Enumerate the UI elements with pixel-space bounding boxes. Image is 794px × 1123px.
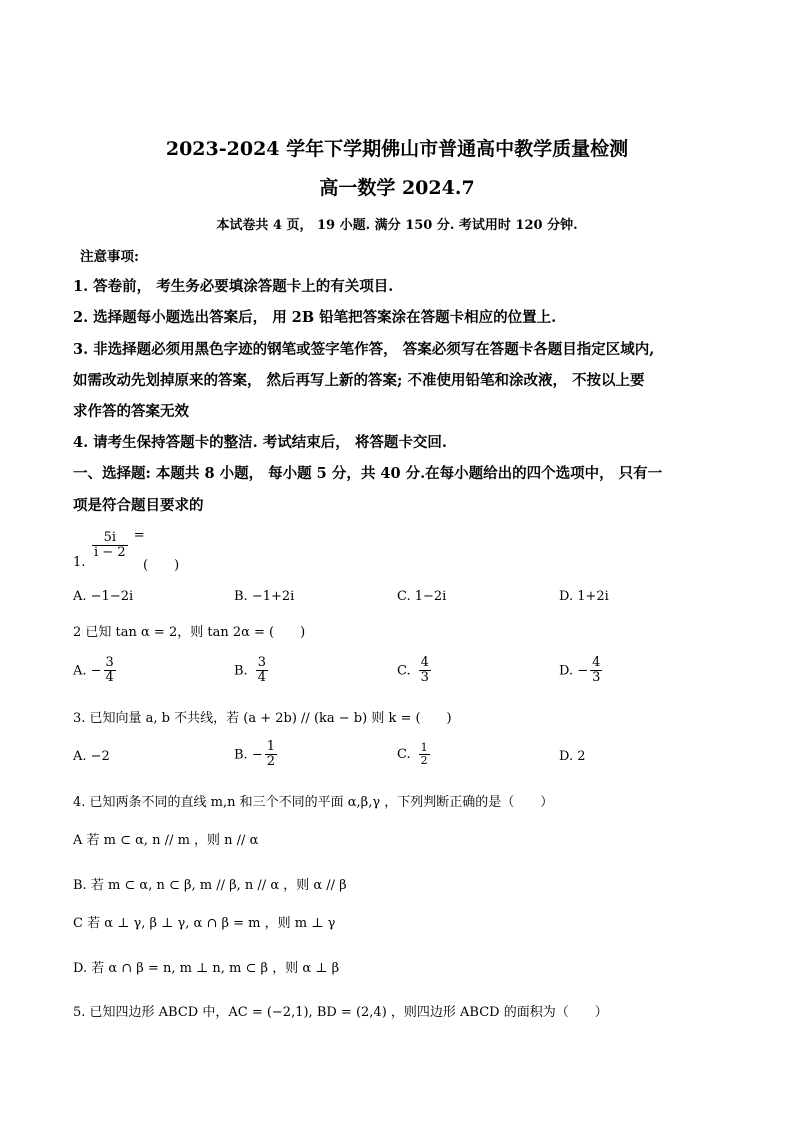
- note-4: 4. 请考生保持答题卡的整洁. 考试结束后， 将答题卡交回.: [73, 434, 447, 451]
- section-1-heading-line2: 项是符合题目要求的: [73, 497, 204, 514]
- q3-stem: 3. 已知向量 a, b 不共线，若 (a + 2b) // (ka − b) 则 k = ( ): [73, 711, 452, 726]
- q3-option-c: C. $\frac{1}{2}$: [397, 741, 428, 768]
- q1-option-b: B. −1+2i: [234, 589, 295, 604]
- q1-option-c: C. 1−2i: [397, 589, 447, 604]
- note-3-line3: 求作答的答案无效: [73, 403, 189, 420]
- q4-option-c: C 若 α ⊥ γ, β ⊥ γ, α ∩ β = m ，则 m ⊥ γ: [73, 916, 336, 931]
- exam-subtitle: 高一数学 2024.7: [319, 177, 475, 199]
- q1-option-a: A. −1−2i: [73, 589, 134, 604]
- q2-option-b: B. $\frac{3}{4}$: [234, 655, 266, 686]
- q2-stem: 2 已知 tan α = 2，则 tan 2α = ( ): [73, 625, 306, 640]
- q3-option-a: A. −2: [73, 749, 110, 764]
- note-1: 1. 答卷前， 考生务必要填涂答题卡上的有关项目.: [73, 278, 394, 295]
- q1-expression: $\frac{5i}{i - 2}$ =: [94, 528, 145, 560]
- note-2: 2. 选择题每小题选出答案后， 用 2B 铅笔把答案涂在答题卡相应的位置上.: [73, 309, 557, 326]
- note-3-line1: 3. 非选择题必须用黑色字迹的钢笔或签字笔作答， 答案必须写在答题卡各题目指定区域内,: [73, 341, 655, 358]
- q4-option-b: B. 若 m ⊂ α, n ⊂ β, m // β, n // α ，则 α // β: [73, 878, 347, 893]
- q3-option-b: B. − $\frac{1}{2}$: [234, 739, 275, 770]
- q1-number: 1.: [73, 555, 86, 570]
- exam-info: 本试卷共 4 页， 19 小题. 满分 150 分. 考试用时 120 分钟.: [216, 218, 578, 233]
- q1-option-d: D. 1+2i: [559, 589, 609, 604]
- q5-stem: 5. 已知四边形 ABCD 中，AC = (−2,1), BD = (2,4) ，则四边形 ABCD 的面积为（ ）: [73, 1005, 608, 1020]
- q2-option-a: A. − $\frac{3}{4}$: [73, 655, 114, 686]
- section-1-heading-line1: 一、选择题: 本题共 8 小题， 每小题 5 分，共 40 分.在每小题给出的四个选项中， 只有一: [73, 465, 663, 482]
- q2-option-d: D. − $\frac{4}{3}$: [559, 655, 601, 686]
- q2-option-c: C. $\frac{4}{3}$: [397, 655, 429, 686]
- exam-title: 2023-2024 学年下学期佛山市普通高中教学质量检测: [165, 138, 629, 160]
- q4-stem: 4. 已知两条不同的直线 m,n 和三个不同的平面 α,β,γ ，下列判断正确的是（ ）: [73, 795, 554, 810]
- q4-option-d: D. 若 α ∩ β = n, m ⊥ n, m ⊂ β ，则 α ⊥ β: [73, 961, 340, 976]
- notes-heading: 注意事项:: [80, 249, 139, 265]
- note-3-line2: 如需改动先划掉原来的答案， 然后再写上新的答案; 不准使用铅笔和涂改液， 不按以上要: [73, 372, 645, 389]
- q1-fraction: $\frac{5i}{i - 2}$: [94, 529, 126, 560]
- q1-answer-paren: ( ): [143, 558, 180, 573]
- q3-option-d: D. 2: [559, 749, 586, 764]
- q4-option-a: A 若 m ⊂ α, n // m ，则 n // α: [73, 833, 259, 848]
